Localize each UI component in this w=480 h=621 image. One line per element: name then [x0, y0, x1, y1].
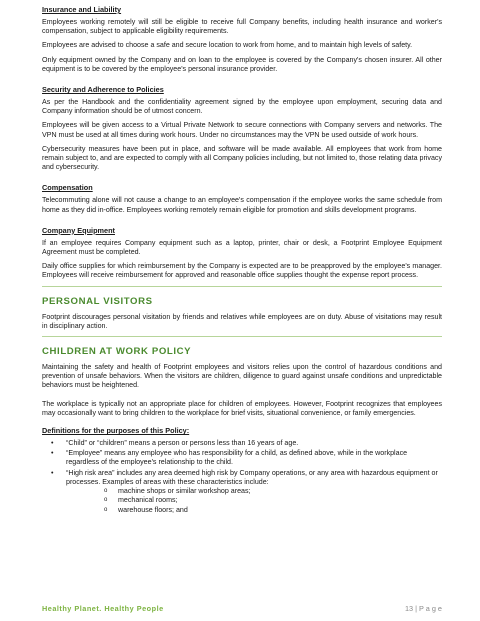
personal-visitors-title: PERSONAL VISITORS — [42, 295, 153, 307]
definitions-heading: Definitions for the purposes of this Policy: — [42, 426, 190, 436]
compensation-paragraph-1: Telecommuting alone will not cause a change to an employee's compensation if the employee works the same schedule from home as they did in-office. Employees working remotely remain eligible for promotion and skills development programs. — [42, 196, 442, 214]
circle-bullet-icon: o — [104, 497, 108, 504]
list-item: o machine shops or similar workshop areas; — [104, 487, 251, 496]
page-number: 13 | P a g e — [404, 604, 442, 613]
security-heading: Security and Adherence to Policies — [42, 85, 164, 95]
high-risk-examples-list — [66, 487, 442, 515]
bullet-icon: • — [51, 439, 54, 448]
visitors-paragraph-1: Footprint discourages personal visitation by friends and relatives while employees are on duty. Abuse of visitations may result in disciplinary action. — [42, 312, 442, 330]
equipment-heading: Company Equipment — [42, 225, 115, 235]
definitions-list — [42, 439, 442, 515]
insurance-heading: Insurance and Liability — [42, 5, 122, 14]
bullet-icon: • — [51, 468, 54, 477]
page-content — [42, 5, 442, 516]
security-paragraph-1: As per the Handbook and the confidentiality agreement signed by the employee upon employment, securing data and Company information should be of utmost concern. — [42, 98, 442, 116]
compensation-heading: Compensation — [42, 183, 93, 193]
list-item: • “Child” or “children” means a person or persons less than 16 years of age. — [51, 439, 299, 448]
children-at-work-title: CHILDREN AT WORK POLICY — [42, 346, 192, 358]
list-item: o warehouse floors; and — [104, 505, 188, 514]
list-item: • “High risk area” includes any area deemed high risk by Company operations, or any area with hazardous equipment or processes. Examples of areas with these characteristics include: o machine shops or similar workshop areas; o mechanical rooms; o warehouse floors; and — [42, 469, 442, 515]
page-footer — [42, 604, 442, 614]
insurance-paragraph-1: Employees working remotely will still be eligible to receive full Company benefits, including health insurance and worker's compensation, subject to applicable eligibility requirements. — [42, 18, 442, 36]
equipment-paragraph-1: If an employee requires Company equipment such as a laptop, printer, chair or desk, a Footprint Employee Equipment Agreement must be completed. — [42, 238, 442, 257]
section-divider — [42, 336, 442, 337]
list-item: • “Employee” means any employee who has responsibility for a child, as defined above, while in the workplace regardless of the employee's relationship to the child. — [51, 449, 408, 467]
bullet-icon: • — [51, 449, 54, 458]
circle-bullet-icon: o — [104, 488, 108, 495]
children-paragraph-1: Maintaining the safety and health of Footprint employees and visitors relies upon the control of hazardous conditions and prevention of unsafe behaviors. When the visitors are children, diligence to guard against unsafe conditions and unpredictable behaviors must be heightened. — [42, 363, 442, 390]
section-divider — [42, 286, 442, 287]
equipment-paragraph-2: Daily office supplies for which reimbursement by the Company is expected are to be preapproved by the employee's manager. Employees will receive reimbursement for approved and reasonable office supplies thought the expense report process. — [42, 262, 442, 280]
list-item: o mechanical rooms; — [104, 496, 178, 505]
insurance-paragraph-3: Only equipment owned by the Company and on loan to the employee is covered by the Company's chosen insurer. All other equipment is to be covered by the employee's personal insurance provider. — [42, 55, 442, 73]
circle-bullet-icon: o — [104, 506, 108, 513]
insurance-paragraph-2: Employees are advised to choose a safe and secure location to work from home, and to maintain high levels of safety. — [42, 41, 413, 50]
security-paragraph-3: Cybersecurity measures have been put in place, and software will be made available. All employees that work from home remain subject to, and are expected to comply with all Company policies including, but not limited to, those relating data privacy and cybersecurity. — [42, 144, 442, 172]
footer-tagline: Healthy Planet. Healthy People — [42, 604, 164, 613]
security-paragraph-2: Employees will be given access to a Virtual Private Network to secure connections with Company servers and networks. The VPN must be used at all times during work hours. Under no circumstances may the VPN be used outside of work hours. — [42, 121, 442, 139]
children-paragraph-2: The workplace is typically not an appropriate place for children of employees. However, Footprint recognizes that employees may occasionally want to bring children to the workplace for brief visits, situational convenience, or family emergencies. — [42, 399, 442, 417]
